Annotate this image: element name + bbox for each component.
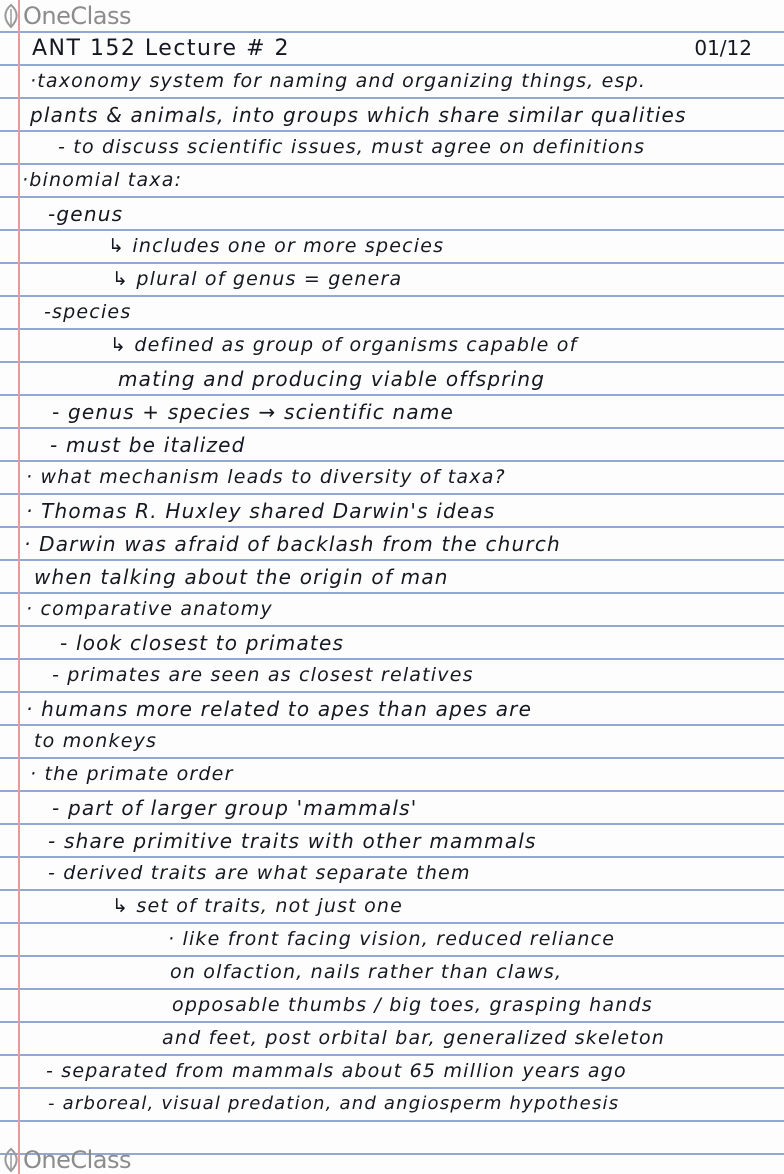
margin-line [18,0,20,1174]
lecture-title: ANT 152 Lecture # 2 [32,36,291,61]
note-line: · what mechanism leads to diversity of taxa? [26,466,506,488]
note-line: when talking about the origin of man [34,565,449,589]
note-line: and feet, post orbital bar, generalized skeleton [162,1027,666,1049]
note-line: to monkeys [34,730,158,752]
note-line: - must be italized [50,433,246,457]
note-line: ·taxonomy system for naming and organizing things, esp. [30,70,647,92]
note-line: ↳ set of traits, not just one [112,895,404,917]
note-line: - share primitive traits with other mammals [48,829,537,853]
note-line: · Thomas R. Huxley shared Darwin's ideas [26,499,496,523]
note-line: - arboreal, visual predation, and angiosperm hypothesis [48,1093,620,1114]
note-line: on olfaction, nails rather than claws, [170,961,563,983]
oneclass-leaf-icon [0,1147,22,1173]
note-line: - to discuss scientific issues, must agree on definitions [58,136,646,158]
note-line: mating and producing viable offspring [118,367,546,391]
lecture-date: 01/12 [694,36,752,60]
note-line: ↳ defined as group of organisms capable of [110,334,578,356]
note-line: ·binomial taxa: [22,169,183,191]
note-line: · the primate order [30,763,234,785]
brand-watermark-top [0,2,131,30]
note-line: - separated from mammals about 65 million years ago [46,1060,627,1082]
note-line: · comparative anatomy [26,598,273,620]
oneclass-leaf-icon [0,3,22,29]
note-line: · like front facing vision, reduced reliance [168,928,616,950]
brand-watermark-bottom [0,1146,131,1174]
note-line: · Darwin was afraid of backlash from the church [24,532,561,556]
note-line: - part of larger group 'mammals' [52,796,418,820]
note-line: ↳ includes one or more species [108,235,445,257]
brand-label-bottom: OneClass [23,1146,132,1174]
note-line: opposable thumbs / big toes, grasping hands [172,994,653,1016]
note-line: plants & animals, into groups which share similar qualities [30,103,687,127]
note-line: - genus + species → scientific name [52,400,455,424]
note-line: - look closest to primates [60,631,345,655]
note-line: -species [44,301,132,323]
note-line: - primates are seen as closest relatives [52,664,474,686]
note-line: · humans more related to apes than apes are [26,697,533,721]
note-line: - derived traits are what separate them [48,862,471,884]
note-line: ↳ plural of genus = genera [112,268,403,290]
brand-label-top: OneClass [23,2,132,30]
note-line: -genus [48,202,124,226]
